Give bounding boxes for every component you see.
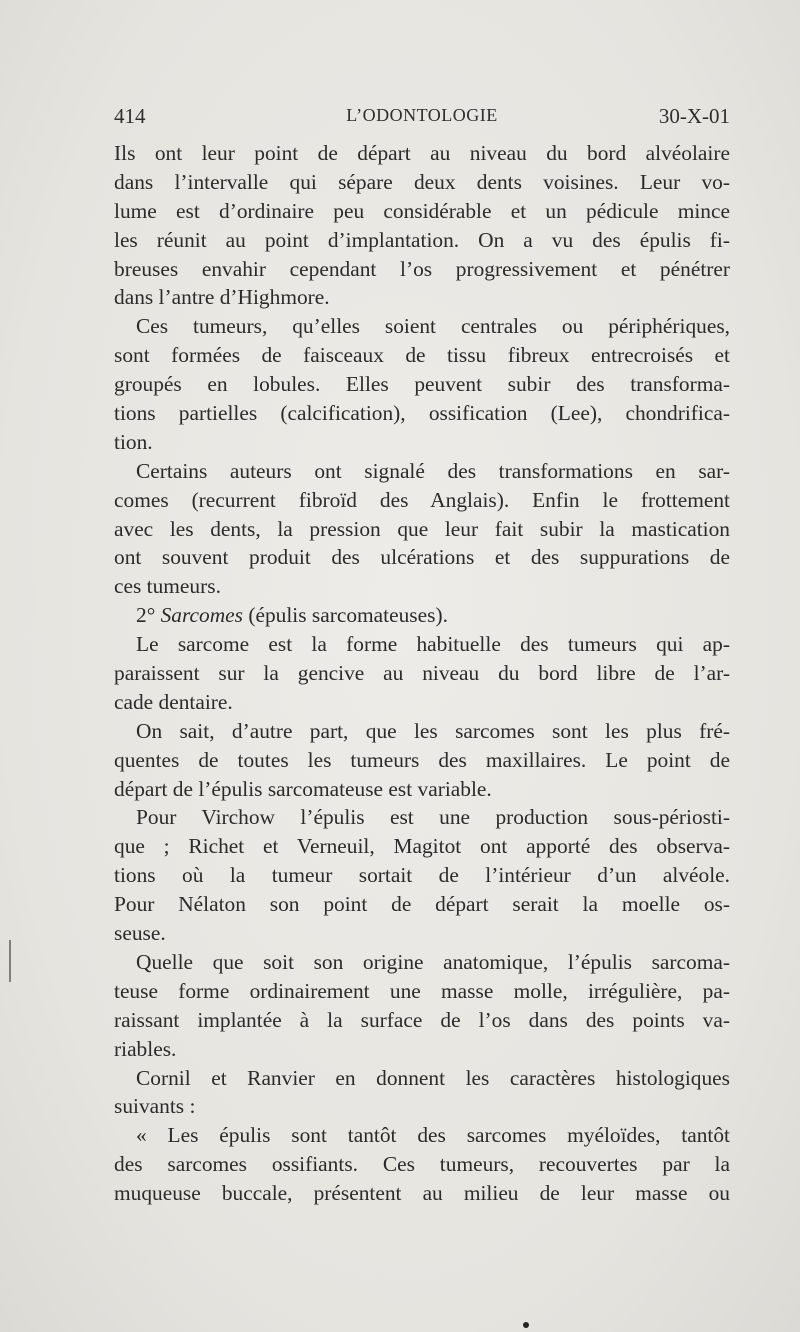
section-heading-italic: Sarcomes: [160, 603, 243, 628]
section-number: 2°: [136, 603, 161, 628]
text-line: Pour Nélaton son point de départ serait la moelle os-: [114, 892, 730, 917]
text-line: seuse.: [114, 921, 166, 946]
text-line: que ; Richet et Verneuil, Magitot ont apporté des observa-: [114, 834, 730, 859]
text-line: sont formées de faisceaux de tissu fibreux entrecroisés et: [114, 343, 730, 368]
text-line: Quelle que soit son origine anatomique, l’épulis sarcoma-: [136, 949, 730, 974]
text-line: muqueuse buccale, présentent au milieu de leur masse ou: [114, 1181, 730, 1206]
text-line: tion.: [114, 429, 153, 454]
text-line: ces tumeurs.: [114, 574, 221, 599]
text-line: Cornil et Ranvier en donnent les caractères histologiques: [136, 1065, 730, 1090]
text-line: raissant implantée à la surface de l’os dans des points va-: [114, 1007, 730, 1032]
text-line: On sait, d’autre part, que les sarcomes sont les plus fré-: [136, 718, 730, 743]
text-line: breuses envahir cependant l’os progressivement et pénétrer: [114, 256, 730, 281]
text-line: riables.: [114, 1036, 177, 1061]
ink-speck: [523, 1322, 529, 1328]
running-header: [114, 104, 730, 132]
page-number: 414: [114, 104, 146, 128]
text-line: « Les épulis sont tantôt des sarcomes myéloïdes, tantôt: [136, 1123, 730, 1148]
text-line: tions où la tumeur sortait de l’intérieur d’un alvéole.: [114, 863, 730, 888]
section-subtitle: (épulis sarcomateuses).: [243, 603, 448, 628]
text-line: dans l’antre d’Highmore.: [114, 285, 330, 310]
text-line: Certains auteurs ont signalé des transformations en sar-: [136, 458, 730, 483]
text-line: comes (recurrent fibroïd des Anglais). Enfin le frottement: [114, 487, 730, 512]
text-line: lume est d’ordinaire peu considérable et un pédicule mince: [114, 198, 730, 223]
text-line: [114, 601, 730, 630]
text-line: des sarcomes ossifiants. Ces tumeurs, recouvertes par la: [114, 1152, 730, 1177]
text-line: suivants :: [114, 1094, 196, 1119]
text-line: Ces tumeurs, qu’elles soient centrales ou périphériques,: [136, 314, 730, 339]
text-line: teuse forme ordinairement une masse molle, irrégulière, pa-: [114, 978, 730, 1003]
text-line: quentes de toutes les tumeurs des maxillaires. Le point de: [114, 747, 730, 772]
running-title: L’ODONTOLOGIE: [346, 105, 498, 125]
text-line: groupés en lobules. Elles peuvent subir des transforma-: [114, 372, 730, 397]
issue-date: 30-X-01: [658, 104, 730, 128]
text-line: départ de l’épulis sarcomateuse est variable.: [114, 776, 492, 801]
text-line: tions partielles (calcification), ossification (Lee), chondrifica-: [114, 401, 730, 426]
text-line: Pour Virchow l’épulis est une production sous-périosti-: [136, 805, 730, 830]
text-line: Ils ont leur point de départ au niveau du bord alvéolaire: [114, 141, 730, 165]
body-text: [114, 139, 730, 1208]
text-line: ont souvent produit des ulcérations et des suppurations de: [114, 545, 730, 570]
margin-mark: [9, 940, 11, 982]
text-line: cade dentaire.: [114, 689, 233, 714]
text-line: dans l’intervalle qui sépare deux dents voisines. Leur vo-: [114, 169, 730, 194]
text-line: avec les dents, la pression que leur fait subir la mastication: [114, 516, 730, 541]
text-line: Le sarcome est la forme habituelle des tumeurs qui ap-: [136, 632, 730, 657]
text-line: paraissent sur la gencive au niveau du bord libre de l’ar-: [114, 661, 730, 686]
text-line: les réunit au point d’implantation. On a vu des épulis fi-: [114, 227, 730, 252]
